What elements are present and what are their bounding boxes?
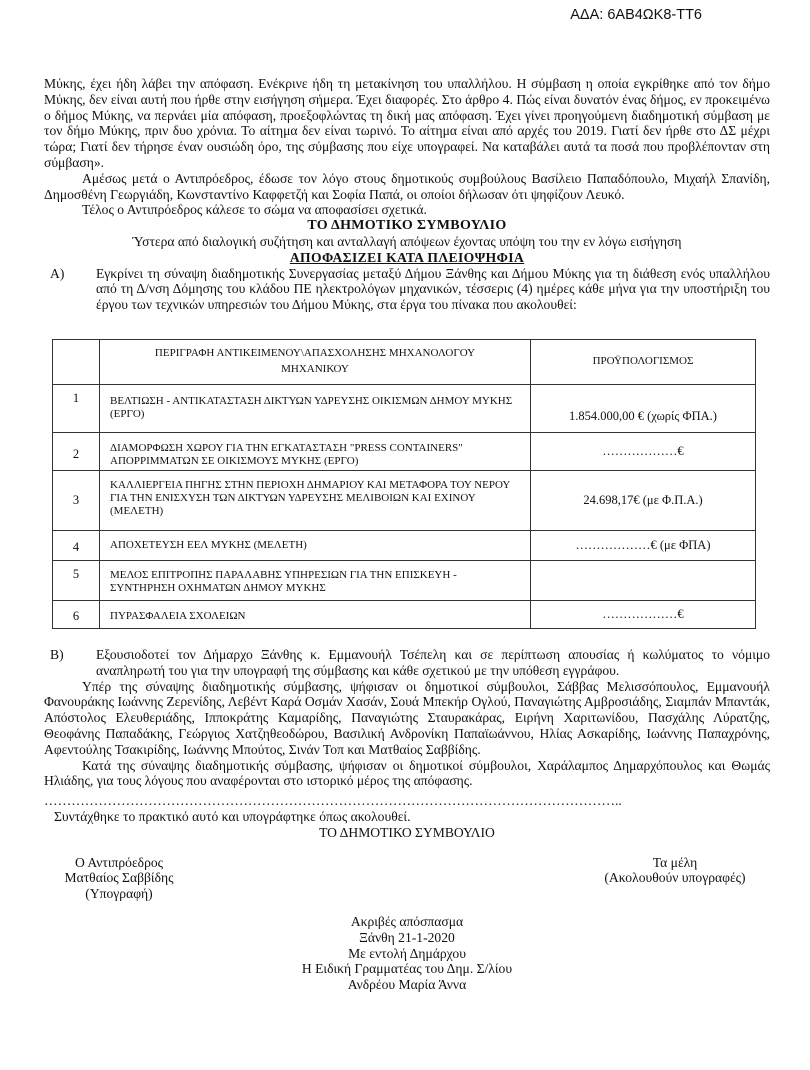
row-desc: ΒΕΛΤΙΩΣΗ - ΑΝΤΙΚΑΤΑΣΤΑΣΗ ΔΙΚΤΥΩΝ ΥΔΡΕΥΣΗΣ ΟΙΚΙΣΜΩΝ ΔΗΜΟΥ ΜΥΚΗΣ (ΕΡΓΟ) [100,384,531,432]
signature-council-heading: ΤΟ ΔΗΜΟΤΙΚΟ ΣΥΜΒΟΥΛΙΟ [319,824,495,840]
paragraph-blank-votes: Αμέσως μετά ο Αντιπρόεδρος, έδωσε τον λόγο στους δημοτικούς συμβούλους Βασίλειο Παπαδόπουλο, Μιχαήλ Σπανίδη, Δημοσθένη Γεωργιάδη, Κωνσταντίνο Καφφετζή και Σοφία Παπά, οι οποίοι δήλωσαν ότι ψηφίζουν Λευκό. [44,170,770,202]
council-heading: ΤΟ ΔΗΜΟΤΙΚΟ ΣΥΜΒΟΥΛΙΟ [307,218,507,234]
row-cost: 1.854.000,00 € (χωρίς ΦΠΑ.) [531,384,756,432]
item-b-text: Εξουσιοδοτεί τον Δήμαρχο Ξάνθης κ. Εμμανουήλ Τσέπελη και σε περίπτωση απουσίας ή κωλύματος το νόμιμο αναπληρωτή του για την υπογραφή της σύμβασης και κάθε σχετικού με την υπόθεση εγγράφου. [96,646,770,678]
item-b [44,647,770,679]
row-cost [531,560,756,600]
signature-members-title: Τα μέλη [652,854,698,870]
item-b-label: Β) [50,646,64,662]
row-cost: ………………€ [531,600,756,628]
signature-vice-president [44,855,194,902]
table-row [53,600,756,628]
row-num: 2 [53,432,100,470]
paragraph-after-discussion: Ύστερα από διαλογική συζήτηση και ανταλλαγή απόψεων έχοντας υπόψη του την εν λόγω εισήγηση [132,233,682,249]
paragraph-statement: Μύκης, έχει ήδη λάβει την απόφαση. Ενέκρινε ήδη τη μετακίνηση του υπαλλήλου. Η σύμβαση η οποία εγκρίθηκε από τον δήμο Μύκης, δεν είναι αυτή που ήρθε στην εισήγηση σήμερα. Έχει διαφορές. Στο άρθρο 4. Πώς είναι δυνατόν ένας δήμος, εν προκειμένω ο δήμος Μύκης, να περνάει μία απόφαση, προεξοφλώντας τη δική μας απόφαση. Έχει γίνει προηγούμενη διαδημοτική σύμβαση με τον δήμο Μύκης, πριν δυο χρόνια. Το αίτημα δεν είναι τωρινό. Το αίτημα είναι από αρχές του 2019. Γιατί δεν ήρθε στο ΔΣ μέχρι τώρα; Γιατί δεν τήρησε έναν ουσιώδη όρο, της σύμβασης που είχε υπογραφεί. Να καταβάλει αυτά τα ποσά που προβλέπονταν στη σύμβαση». [44,76,770,170]
table-row [53,470,756,530]
item-a-label: Α) [50,265,65,281]
row-desc: ΠΥΡΑΣΦΑΛΕΙΑ ΣΧΟΛΕΙΩΝ [100,600,531,628]
row-desc: ΔΙΑΜΟΡΦΩΣΗ ΧΩΡΟΥ ΓΙΑ ΤΗΝ ΕΓΚΑΤΑΣΤΑΣΗ "PRESS CONTAINERS" ΑΠΟΡΡΙΜΜΑΤΩΝ ΣΕ ΟΙΚΙΣΜΟΥΣ ΜΥΚΗΣ (ΕΡΓΟ) [100,432,531,470]
table-row [53,384,756,432]
paragraph-votes-against: Κατά της σύναψης διαδημοτικής σύμβασης, ψήφισαν οι δημοτικοί σύμβουλοι, Χαράλαμπος Δημαρχόπουλος και Θωμάς Ηλιάδης, για τους λόγους που αναφέρονται στο ιστορικό μέρος της απόφασης. [44,757,770,789]
paragraph-call-vote: Τέλος ο Αντιπρόεδρος κάλεσε το σώμα να αποφασίσει σχετικά. [82,202,427,218]
signature-members-note: (Ακολουθούν υπογραφές) [604,870,746,886]
signature-members [580,855,770,902]
item-a [44,266,770,313]
projects-table [52,339,756,629]
row-cost: 24.698,17€ (με Φ.Π.Α.) [531,470,756,530]
decision-heading: ΑΠΟΦΑΣΙΖΕΙ ΚΑΤΑ ΠΛΕΙΟΨΗΦΙΑ [289,249,525,265]
row-cost: ………………€ (με ΦΠΑ) [531,530,756,560]
row-desc: ΜΕΛΟΣ ΕΠΙΤΡΟΠΗΣ ΠΑΡΑΛΑΒΗΣ ΥΠΗΡΕΣΙΩΝ ΓΙΑ ΤΗΝ ΕΠΙΣΚΕΥΗ - ΣΥΝΤΗΡΗΣΗ ΟΧΗΜΑΤΩΝ ΔΗΜΟΥ ΜΥΚΗΣ [100,560,531,600]
certification-footer [44,914,770,993]
table-row [53,530,756,560]
row-num: 6 [53,600,100,628]
item-a-text: Εγκρίνει τη σύναψη διαδημοτικής Συνεργασίας μεταξύ Δήμου Ξάνθης και Δήμου Μύκης για τη διάθεση ενός υπαλλήλου από τη Δ/νση Δόμησης του κλάδου ΠΕ ηλεκτρολόγων μηχανικών, τέσσερις (4) ημέρες κάθε μήνα για την υποστήριξη του έργου των τεχνικών υπηρεσιών του Δήμου Μύκης, στα έργα του πίνακα που ακολουθεί: [96,265,770,313]
table-header-desc: ΠΕΡΙΓΡΑΦΗ ΑΝΤΙΚΕΙΜΕΝΟΥ\ΑΠΑΣΧΟΛΗΣΗΣ ΜΗΧΑΝΟΛΟΓΟΥ ΜΗΧΑΝΙΚΟΥ [100,339,531,384]
row-num: 5 [53,560,100,600]
signature-vp-name: Ματθαίος Σαββίδης [64,870,174,886]
paragraph-drafted: Συντάχθηκε το πρακτικό αυτό και υπογράφτηκε όπως ακολουθεί. [54,808,411,824]
signatures-block [44,855,770,902]
footer-by-order: Με εντολή Δημάρχου [348,945,466,961]
footer-exact-copy: Ακριβές απόσπασμα [350,913,464,929]
row-desc: ΑΠΟΧΕΤΕΥΣΗ ΕΕΛ ΜΥΚΗΣ (ΜΕΛΕΤΗ) [100,530,531,560]
row-num: 3 [53,470,100,530]
footer-date: Ξάνθη 21-1-2020 [359,929,455,945]
document-body [44,76,770,993]
row-num: 1 [53,384,100,432]
paragraph-votes-for: Υπέρ της σύναψης διαδημοτικής σύμβασης, ψήφισαν οι δημοτικοί σύμβουλοι, Σάββας Μελισσόπουλος, Εμμανουήλ Φανουράκης Ιωάννης Ζερενίδης, Λεβέντ Καρά Οσμάν Χασάν, Σουά Μπεκήρ Ογλού, Παναγιώτης Αμβροσιάδης, Σιαμπάν Μπαντάκ, Απόστολος Ελευθεριάδης, Ιπποκράτης Καμαρίδης, Παναγιώτης Σταυρακάρας, Ειρήνη Χαριτωνίδου, Πασχάλης Λύρατζης, Θεοφάνης Παπαδάκης, Γεώργιος Χατζηθεοδώρου, Βασιλική Ανδρονίκη Παπαϊωάννου, Ηλίας Ασκαρίδης, Ιωάννης Παπαχρόνης, Αφεντούλης Τσακιρίδης, Ιωάννης Μπούτος, Σινάν Τοπ και Ματθαίος Σαββίδης. [44,678,770,757]
table-header-row [53,339,756,384]
ada-code: ΑΔΑ: 6ΑΒ4ΩΚ8-ΤΤ6 [570,7,702,23]
table-header-cost: ΠΡΟΫΠΟΛΟΓΙΣΜΟΣ [531,339,756,384]
row-num: 4 [53,530,100,560]
signature-vp-note: (Υπογραφή) [85,886,153,902]
row-cost: ………………€ [531,432,756,470]
table-header-num [53,339,100,384]
dotted-separator: ……………………………………………………………………………………………………………….. [44,793,622,809]
row-desc: ΚΑΛΛΙΕΡΓΕΙΑ ΠΗΓΗΣ ΣΤΗΝ ΠΕΡΙΟΧΗ ΔΗΜΑΡΙΟΥ ΚΑΙ ΜΕΤΑΦΟΡΑ ΤΟΥ ΝΕΡΟΥ ΓΙΑ ΤΗΝ ΕΝΙΣΧΥΣΗ ΤΩΝ ΔΙΚΤΥΩΝ ΥΔΡΕΥΣΗΣ ΜΕΛΙΒΟΙΩΝ ΚΑΙ ΕΧΙΝΟΥ (ΜΕΛΕΤΗ) [100,470,531,530]
table-row [53,432,756,470]
footer-secretary-name: Ανδρέου Μαρία Άννα [347,977,467,993]
footer-secretary-title: Η Ειδική Γραμματέας του Δημ. Σ/λίου [301,961,513,977]
table-row [53,560,756,600]
signature-vp-title: Ο Αντιπρόεδρος [74,854,164,870]
